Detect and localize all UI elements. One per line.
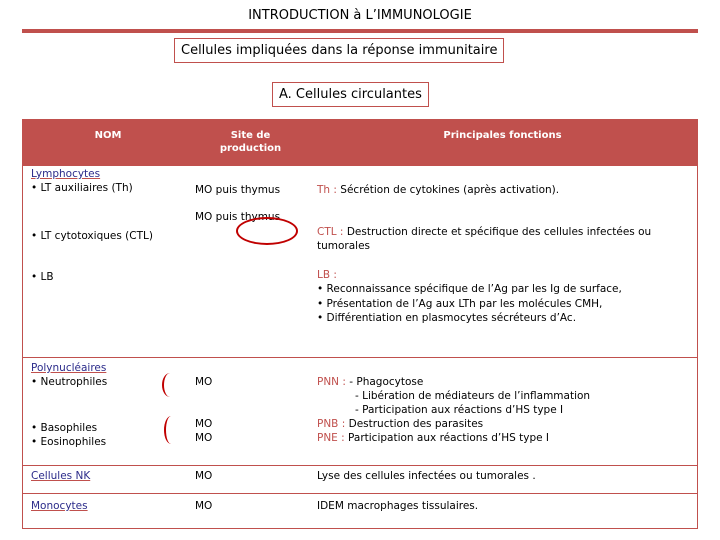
header-site-line-2: production [219,143,282,154]
th-text: Sécrétion de cytokines (après activation). [336,184,560,196]
lb-function-3: • Différentiation en plasmocytes sécréteurs d’Ac. [317,312,577,324]
ctl-function [317,225,651,239]
lt-aux-site: MO puis thymus [195,184,281,196]
header-site [193,129,308,155]
annotation-arc [162,373,178,397]
eosinophiles-site: MO [195,432,213,444]
lb: • LB [31,271,54,283]
document-title: INTRODUCTION à L’IMMUNOLOGIE [248,8,472,23]
lt-ctl-site: MO puis thymus [195,211,281,223]
basophiles-site: MO [195,418,213,430]
category-polynucleaires: Polynucléaires [31,362,107,374]
eosinophiles: • Eosinophiles [31,436,107,448]
lt-cytotoxiques: • LT cytotoxiques (CTL) [31,230,153,242]
header-nom: NOM [94,130,122,141]
ctl-text-1: Destruction directe et spécifique des cellules infectées ou [343,226,652,238]
pnn-text-1: - Phagocytose [345,376,424,388]
pne-text: Participation aux réactions d’HS type I [344,432,550,444]
row-divider [23,357,697,358]
lb-function-2: • Présentation de l’Ag aux LTh par les molécules CMH, [317,298,603,310]
category-lymphocytes: Lymphocytes [31,168,101,180]
neutrophiles-site: MO [195,376,213,388]
ctl-label: CTL : [317,226,344,238]
pnn-function [317,375,423,389]
row-divider [23,493,697,494]
basophiles: • Basophiles [31,422,98,434]
annotation-arc [164,416,178,444]
th-label: Th : [317,184,337,196]
pnb-label: PNB : [317,418,346,430]
pnn-text-2: - Libération de médiateurs de l’inflammation [355,390,591,402]
header-site-line-1: Site de [230,130,271,141]
lt-auxiliaires: • LT auxiliaires (Th) [31,182,133,194]
lb-function-1: • Reconnaissance spécifique de l’Ag par les Ig de surface, [317,283,622,295]
pnb-text: Destruction des parasites [345,418,484,430]
section-heading-box: A. Cellules circulantes [272,82,429,107]
ctl-text-2: tumorales [317,240,371,252]
nk-site: MO [195,470,213,482]
pne-function [317,431,549,445]
neutrophiles: • Neutrophiles [31,376,108,388]
th-function [317,183,559,197]
nk-function: Lyse des cellules infectées ou tumorales . [317,470,536,482]
cells-table [22,119,698,529]
category-monocytes: Monocytes [31,500,88,512]
lb-label: LB : [317,269,337,281]
pnb-function [317,417,483,431]
annotation-circle [236,217,298,245]
title-underline [22,29,698,33]
row-divider [23,465,697,466]
category-nk: Cellules NK [31,470,91,482]
monocytes-site: MO [195,500,213,512]
pnn-text-3: - Participation aux réactions d’HS type I [355,404,564,416]
monocytes-function: IDEM macrophages tissulaires. [317,500,479,512]
pnn-label: PNN : [317,376,346,388]
table-header [23,120,697,166]
pne-label: PNE : [317,432,345,444]
header-fonctions: Principales fonctions [443,130,562,141]
subtitle-box: Cellules impliquées dans la réponse immunitaire [174,38,504,63]
